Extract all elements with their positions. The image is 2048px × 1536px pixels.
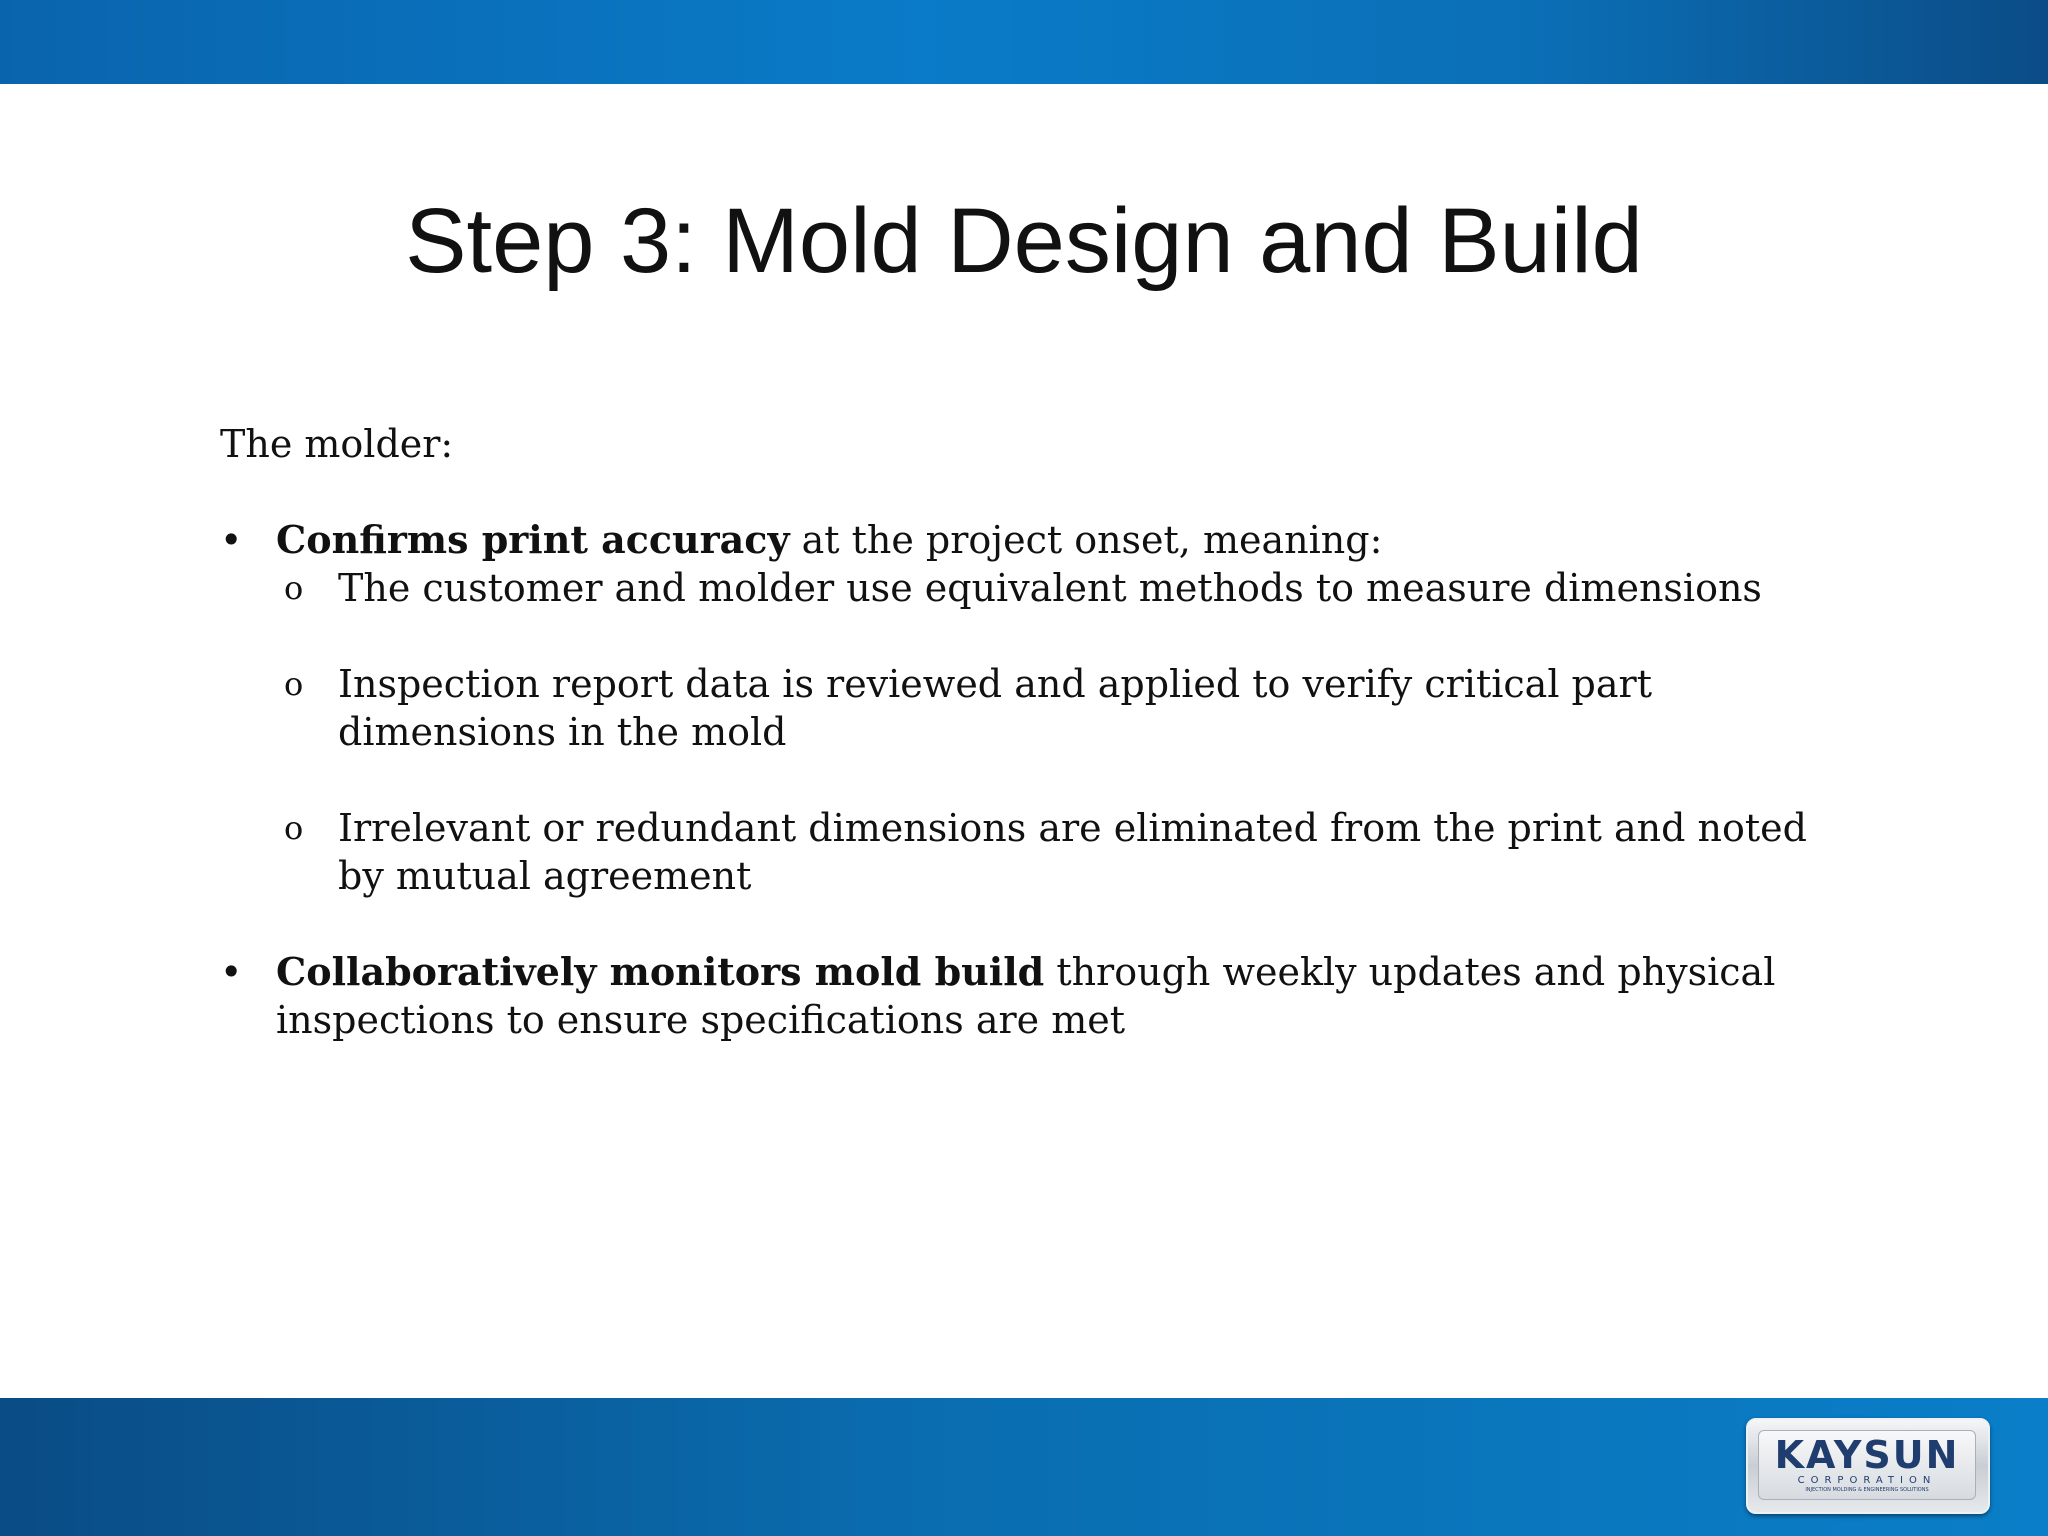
bullet-item-1	[220, 516, 1860, 564]
sub-item-3	[220, 804, 1860, 900]
logo-tagline: INJECTION MOLDING & ENGINEERING SOLUTIONS	[1805, 1487, 1929, 1493]
bullet-marker: •	[220, 950, 243, 994]
bullet-bold-text: Collaboratively monitors mold build	[276, 949, 1045, 994]
logo-wordmark: KAYSUN	[1774, 1433, 1960, 1477]
bullet-text: at the project onset, meaning:	[789, 518, 1383, 562]
logo-subtitle: CORPORATION	[1797, 1475, 1937, 1486]
sub-marker: o	[284, 569, 304, 607]
slide-title: Step 3: Mold Design and Build	[405, 190, 1643, 292]
bullet-text: through weekly updates and physical inspections to ensure specifications are met	[276, 950, 1776, 1042]
bullet-bold-text: Confirms print accuracy	[276, 517, 790, 562]
logo-plate	[1758, 1430, 1976, 1500]
sub-list	[220, 564, 1860, 900]
kaysun-logo	[1746, 1418, 1990, 1514]
sub-item-2	[220, 660, 1860, 756]
sub-item-text: The customer and molder use equivalent methods to measure dimensions	[338, 566, 1762, 610]
intro-text: The molder:	[220, 422, 454, 466]
sub-item-text: Inspection report data is reviewed and applied to verify critical part dimensions in the mold	[338, 662, 1652, 754]
slide-body	[220, 420, 1860, 1044]
bullet-item-2	[220, 948, 1860, 1044]
sub-marker: o	[284, 665, 304, 703]
top-header-band	[0, 0, 2048, 84]
bullet-marker: •	[220, 518, 243, 562]
sub-item-text: Irrelevant or redundant dimensions are eliminated from the print and noted by mutual agreement	[338, 806, 1807, 898]
sub-item-1	[220, 564, 1860, 612]
bottom-footer-band	[0, 1398, 2048, 1536]
sub-marker: o	[284, 809, 304, 847]
